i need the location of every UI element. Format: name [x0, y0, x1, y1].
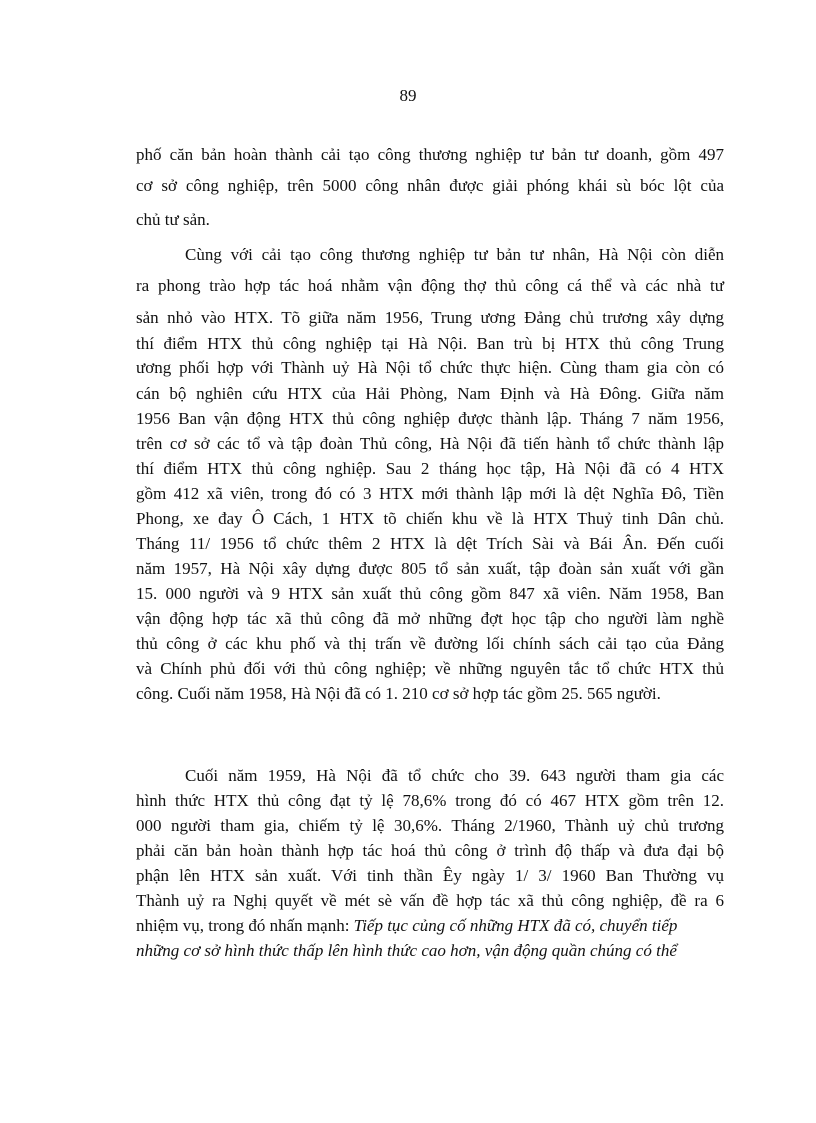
text-line: sản nhỏ vào HTX. Tõ giữa năm 1956, Trung ương Đảng chủ trương xây dựng: [136, 308, 724, 327]
text-line: 15. 000 người và 9 HTX sản xuất thủ công gồm 847 xã viên. Năm 1958, Ban: [136, 584, 724, 603]
text-line: ương phối hợp với Thành uỷ Hà Nội tổ chức thực hiện. Cùng tham gia còn có: [136, 358, 724, 377]
text-line: thí điểm HTX thủ công nghiệp. Sau 2 tháng học tập, Hà Nội đã có 4 HTX: [136, 459, 724, 478]
text-line: phải căn bản hoàn thành hợp tác hoá thủ công ở trình độ thấp và đưa đại bộ: [136, 841, 724, 860]
text-line: ra phong trào hợp tác hoá nhằm vận động thợ thủ công cá thể và các nhà tư: [136, 276, 724, 295]
text-line: những cơ sở hình thức thấp lên hình thức cao hơn, vận động quần chúng có thể: [136, 941, 677, 960]
text-line: cán bộ nghiên cứu HTX của Hải Phòng, Nam Định và Hà Đông. Giữa năm: [136, 384, 724, 403]
text-line: công. Cuối năm 1958, Hà Nội đã có 1. 210 cơ sở hợp tác gồm 25. 565 người.: [136, 684, 661, 703]
text-line: phận lên HTX sản xuất. Với tinh thần Êy ngày 1/ 3/ 1960 Ban Thường vụ: [136, 866, 724, 885]
text-line: Cùng với cải tạo công thương nghiệp tư bản tư nhân, Hà Nội còn diễn: [185, 245, 724, 264]
text-line: và Chính phủ đối với thủ công nghiệp; về những nguyên tắc tổ chức HTX thủ: [136, 659, 724, 678]
text-line: gồm 412 xã viên, trong đó có 3 HTX mới thành lập mới là dệt Nghĩa Đô, Tiền: [136, 484, 724, 503]
text-run: nhiệm vụ, trong đó nhấn mạnh:: [136, 916, 354, 935]
text-line: hình thức HTX thủ công đạt tỷ lệ 78,6% trong đó có 467 HTX gồm trên 12.: [136, 791, 724, 810]
text-line: Phong, xe đay Ô Cách, 1 HTX tõ chiến khu về là HTX Thuỷ tinh Dân chủ.: [136, 509, 724, 528]
text-line: Cuối năm 1959, Hà Nội đã tổ chức cho 39. 643 người tham gia các: [185, 766, 724, 785]
text-line: 000 người tham gia, chiếm tỷ lệ 30,6%. Tháng 2/1960, Thành uỷ chủ trương: [136, 816, 724, 835]
text-line: phố căn bản hoàn thành cải tạo công thương nghiệp tư bản tư doanh, gồm 497: [136, 145, 724, 164]
text-line: năm 1957, Hà Nội xây dựng được 805 tổ sản xuất, tập đoàn sản xuất với gần: [136, 559, 724, 578]
text-line: [136, 915, 724, 936]
text-line: trên cơ sở các tổ và tập đoàn Thủ công, Hà Nội đã tiến hành tổ chức thành lập: [136, 434, 724, 453]
text-line: 1956 Ban vận động HTX thủ công nghiệp được thành lập. Tháng 7 năm 1956,: [136, 409, 724, 428]
text-line: vận động hợp tác xã thủ công đã mở những đợt học tập cho người làm nghề: [136, 609, 724, 628]
italic-text-run: Tiếp tục củng cố những HTX đã có, chuyển tiếp: [353, 916, 678, 935]
text-line: Tháng 11/ 1956 tổ chức thêm 2 HTX là dệt Trích Sài và Bái Ân. Đến cuối: [136, 534, 724, 553]
page-number: 89: [399, 86, 417, 105]
text-line: thí điểm HTX thủ công nghiệp tại Hà Nội. Ban trù bị HTX thủ công Trung: [136, 334, 724, 353]
text-line: Thành uỷ ra Nghị quyết về mét sè vấn đề hợp tác xã thủ công nghiệp, đề ra 6: [136, 891, 724, 910]
text-line: chủ tư sản.: [136, 210, 210, 229]
text-line: cơ sở công nghiệp, trên 5000 công nhân được giải phóng khái sù bóc lột của: [136, 176, 724, 195]
text-line: thủ công ở các khu phố và thị trấn về đường lối chính sách cải tạo của Đảng: [136, 634, 724, 653]
